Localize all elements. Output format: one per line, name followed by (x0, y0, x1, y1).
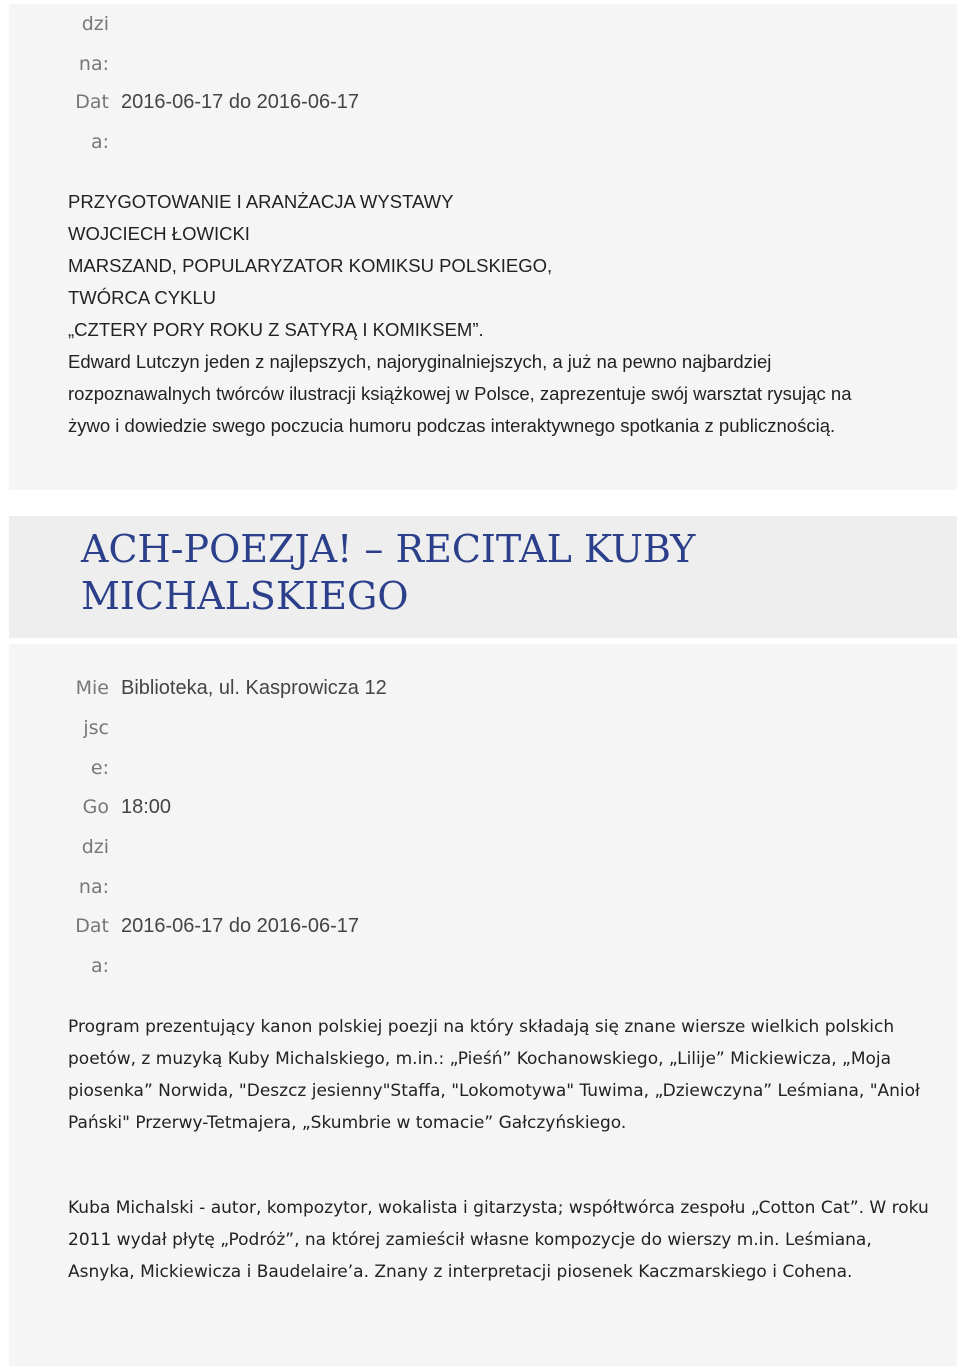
exhibition-description: PRZYGOTOWANIE I ARANŻACJA WYSTAWY WOJCIECH ŁOWICKI MARSZAND, POPULARYZATOR KOMIKSU POLSKIEGO, TWÓRCA CYKLU „CZTERY PORY ROKU Z SATYRĄ I KOMIKSEM”. Edward Lutczyn jeden z najlepszych, najoryginalniejszych, a już na pewno najbardziej rozpoznawalnych twórców ilustracji książkowej w Polsce, zaprezentuje swój warsztat rysując na żywo i dowiedzie swego poczucia humoru podczas interaktywnego spotkania z publicznością. (68, 191, 852, 436)
place-row (9, 668, 957, 788)
time-row-partial (9, 4, 957, 84)
date-label: Dat a: (75, 91, 109, 153)
place-value: Biblioteka, ul. Kasprowicza 12 (121, 677, 387, 699)
time-row (9, 787, 957, 907)
date-row (9, 82, 957, 162)
time-label: dzi na: (78, 13, 109, 75)
time-value: 18:00 (121, 796, 172, 818)
event-card-exhibition (9, 4, 957, 490)
event-title[interactable]: ACH-POEZJA! – RECITAL KUBY MICHALSKIEGO (81, 527, 696, 618)
date-row (9, 906, 957, 986)
recital-program-paragraph: Program prezentujący kanon polskiej poezji na który składają się znane wiersze wielkich polskich poetów, z muzyką Kuby Michalskiego, m.in.: „Pieśń” Kochanowskiego, „Lilije” Mickiewicza, „Moja piosenka” Norwida, "Deszcz jesienny"Staffa, "Lokomotywa" Tuwima, „Dziewczyna” Leśmiana, "Anioł Pański" Przerwy-Tetmajera, „Skumbrie w tomacie” Gałczyńskiego. (68, 1017, 920, 1133)
time-label: Go dzi na: (78, 796, 109, 898)
event-title-bar (9, 516, 957, 638)
performer-bio-paragraph: Kuba Michalski - autor, kompozytor, wokalista i gitarzysta; współtwórca zespołu „Cotton Cat”. W roku 2011 wydał płytę „Podróż”, na której zamieścił własne kompozycje do wierszy m.in. Leśmiana, Asnyka, Mickiewicza i Baudelaire’a. Znany z interpretacji piosenek Kaczmarskiego i Cohena. (68, 1198, 929, 1282)
event-card-recital (9, 644, 957, 1366)
date-value: 2016-06-17 do 2016-06-17 (121, 91, 359, 113)
place-label: Mie jsc e: (75, 677, 109, 779)
date-value: 2016-06-17 do 2016-06-17 (121, 915, 359, 937)
date-label: Dat a: (75, 915, 109, 977)
